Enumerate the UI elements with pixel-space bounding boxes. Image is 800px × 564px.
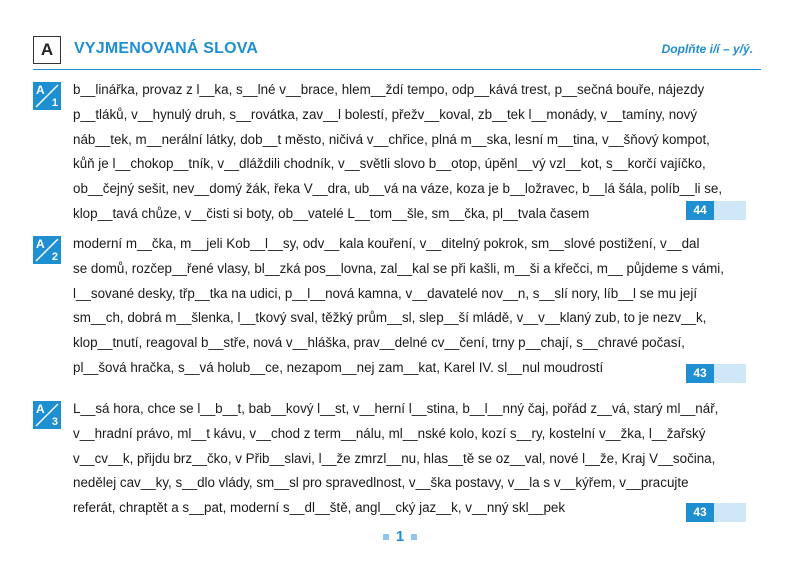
score-box: [686, 201, 746, 220]
exercise-text-line: referát, chraptět a s__pat, moderní s__dl__ště, angl__cký jaz__k, v__nný skl__pek: [73, 500, 566, 516]
footer-left-dot: [383, 534, 389, 540]
page-header: [33, 36, 761, 68]
exercise-label-badge: [33, 82, 61, 110]
page-footer: [0, 528, 800, 545]
exercise-label-number: 3: [51, 416, 58, 428]
score-number: 43: [686, 503, 714, 522]
score-bar: [714, 364, 746, 383]
exercise-label-badge: [33, 401, 61, 429]
exercise-text-line: v__hradní právo, ml__t kávu, v__chod z term__nálu, ml__nské kolo, kozí s__ry, kostelní v__žka, l__žařský: [73, 425, 706, 441]
exercise-text-line: v__cv__k, přijdu brz__čko, v Přib__slavi, l__že zmrzl__nu, hlas__tě se oz__val, nové l__že, Kraj V__sočina,: [73, 450, 716, 466]
score-box: [686, 503, 746, 522]
score-bar: [714, 201, 746, 220]
section-letter-box: A: [33, 36, 61, 64]
exercise-text-line: moderní m__čka, m__jeli Kob__l__sy, odv__kala kouření, v__ditelný pokrok, sm__slové postižení, v__dal: [73, 236, 700, 251]
score-box: [686, 364, 746, 383]
exercise-label-badge: [33, 236, 61, 264]
exercise-text-line: kůň je l__chokop__tník, v__dláždili chodník, v__světli slovo b__otop, úpěnl__vý vzl__kot, s__korčí vajíčko,: [73, 156, 706, 172]
exercise-text-line: nedělej cav__ky, s__dlo vlády, sm__sl pro spravedlnost, v__ška postavy, v__la s v__kýřem, v__pracujte: [73, 475, 689, 491]
score-number: 43: [686, 364, 714, 383]
exercise-text-line: L__sá hora, chce se l__b__t, bab__kový l__st, v__herní l__stina, b__l__nný čaj, pořád z__vá, starý ml__nář,: [73, 401, 719, 416]
exercise-text-line: b__linářka, provaz z l__ka, s__lné v__brace, hlem__ždí tempo, odp__kává trest, p__sečná bouře, nájezdy: [73, 82, 705, 97]
exercise-text-line: pl__šová hračka, s__vá holub__ce, nezapom__nej zam__kat, Karel IV. sl__nul moudrostí: [73, 360, 604, 375]
exercise-text-line: klop__tnutí, reagoval b__stře, nová v__hláška, prav__delné cv__čení, trny p__chají, s__chravé počasí,: [73, 335, 685, 351]
exercise-label-letter: A: [36, 402, 45, 416]
exercise-text-line: klop__tavá chůze, v__čisti si boty, ob__vatelé L__tom__šle, sm__čka, pl__tvala časem: [73, 206, 590, 221]
score-bar: [714, 503, 746, 522]
page-number: 1: [395, 528, 405, 545]
exercise-label-number: 2: [51, 251, 58, 263]
exercise-text-line: sm__ch, dobrá m__šlenka, l__tkový sval, těžký prům__sl, slep__ší mládě, v__v__klaný zub, to je nezv__k,: [73, 310, 707, 326]
exercise-label-letter: A: [36, 83, 45, 97]
exercise-text-line: p__tláků, v__hynulý druh, s__rovátka, zav__l bolestí, přežv__koval, zb__tek l__monády, v__tamíny, nový: [73, 106, 698, 122]
header-divider: [33, 69, 761, 70]
exercise-label-number: 1: [51, 97, 58, 109]
exercise-text-line: náb__tek, m__nerální látky, dob__t město, ničivá v__chřice, plná m__ska, lesní m__tina, v__šňový kompot,: [73, 131, 710, 147]
exercise-text-line: ob__čejný sešit, nev__domý žák, řeka V__dra, ub__vá na váze, koza je b__ložravec, b__lá šála, políb__li se,: [73, 181, 723, 197]
footer-right-dot: [411, 534, 417, 540]
page-title: VYJMENOVANÁ SLOVA: [74, 40, 259, 57]
exercise-text-line: se domů, rozčep__řené vlasy, bl__zká pos__lovna, zal__kal se při kašli, m__ši a křečci, m__ půjdeme s vámi,: [73, 260, 724, 276]
instruction-text: Doplňte i/í – y/ý.: [661, 42, 753, 56]
exercise-label-letter: A: [36, 237, 45, 251]
exercise-text-line: l__sované desky, třp__tka na udici, p__l__nová kamna, v__davatelé nov__n, s__slí nory, líb__l se mu její: [73, 285, 698, 301]
score-number: 44: [686, 201, 714, 220]
